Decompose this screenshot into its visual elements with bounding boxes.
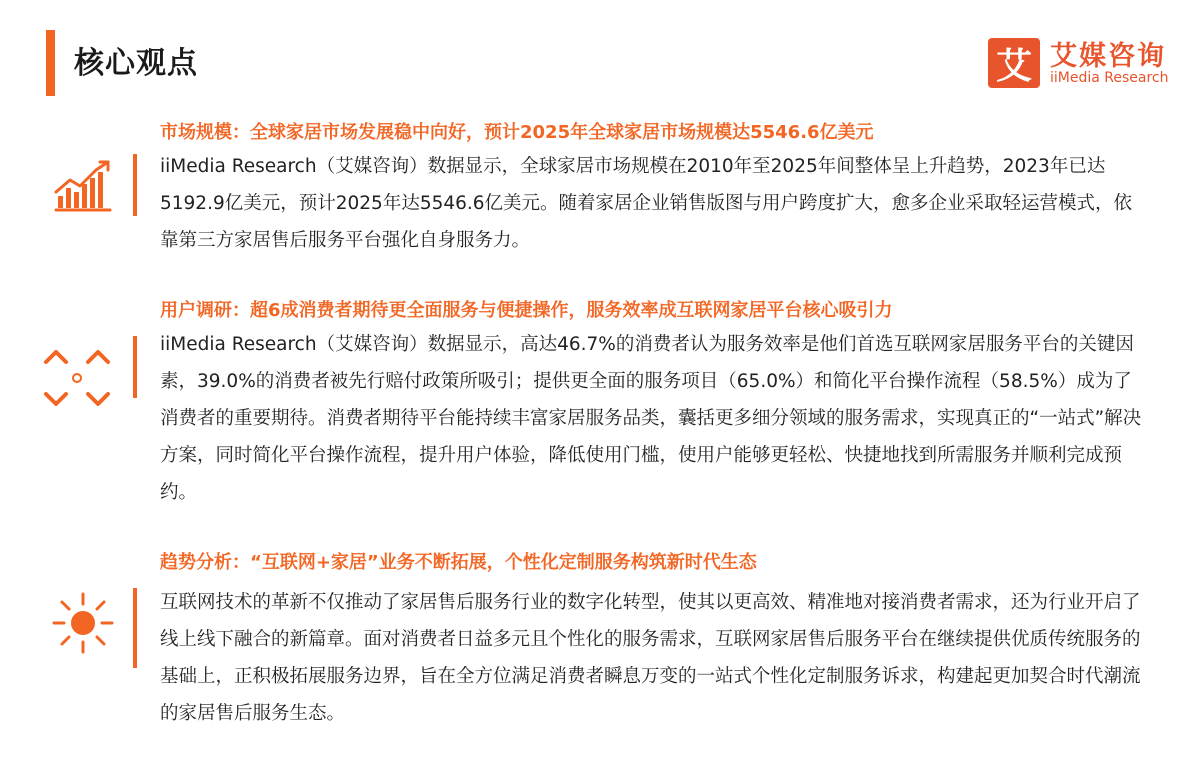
page-title: 核心观点 bbox=[74, 46, 198, 81]
section-heading-user-research: 用户调研：超6成消费者期待更全面服务与便捷操作，服务效率成互联网家居平台核心吸引力 bbox=[160, 300, 893, 321]
logo-brand-cn: 艾媒咨询 bbox=[1050, 41, 1166, 72]
title-accent-bar bbox=[46, 30, 55, 96]
section-heading-market-size: 市场规模：全球家居市场发展稳中向好，预计2025年全球家居市场规模达5546.6亿美元 bbox=[160, 122, 874, 143]
bar-chart-icon bbox=[52, 154, 114, 218]
logo-brand-en: iiMedia Research bbox=[1050, 70, 1169, 86]
section-divider-line bbox=[133, 336, 137, 398]
section-body-trend-analysis: 互联网技术的革新不仅推动了家居售后服务行业的数字化转型，使其以更高效、精准地对接消费者需求，还为行业开启了线上线下融合的新篇章。面对消费者日益多元且个性化的服务需求，互联网家居售后服务平台在继续提供优质传统服务的基础上，正积极拓展服务边界，旨在全方位满足消费者瞬息万变的一站式个性化定制服务诉求，构建起更加契合时代潮流的家居售后服务生态。 bbox=[160, 592, 1141, 724]
section-heading-trend-analysis: 趋势分析：“互联网+家居”业务不断拓展，个性化定制服务构筑新时代生态 bbox=[160, 552, 757, 573]
focus-target-icon bbox=[42, 346, 112, 416]
logo-mark-char: 艾 bbox=[995, 46, 1033, 87]
section-body-user-research: iiMedia Research（艾媒咨询）数据显示，高达46.7%的消费者认为服务效率是他们首选互联网家居服务平台的关键因素，39.0%的消费者被先行赔付政策所吸引；提供更全面的服务项目（65.0%）和简化平台操作流程（58.5%）成为了消费者的重要期待。消费者期待平台能持续丰富家居服务品类，囊括更多细分领域的服务需求，实现真正的“一站式”解决方案，同时简化平台操作流程，提升用户体验，降低使用门槛，使用户能够更轻松、快捷地找到所需服务并顺利完成预约。 bbox=[160, 334, 1142, 503]
brand-logo bbox=[988, 34, 1180, 90]
sun-icon bbox=[50, 590, 116, 660]
section-divider-line bbox=[133, 588, 137, 668]
section-divider-line bbox=[133, 154, 137, 216]
section-body-market-size: iiMedia Research（艾媒咨询）数据显示，全球家居市场规模在2010年至2025年间整体呈上升趋势，2023年已达5192.9亿美元，预计2025年达5546.6亿美元。随着家居企业销售版图与用户跨度扩大，愈多企业采取轻运营模式，依靠第三方家居售后服务平台强化自身服务力。 bbox=[160, 156, 1133, 251]
logo-mark bbox=[988, 38, 1040, 88]
